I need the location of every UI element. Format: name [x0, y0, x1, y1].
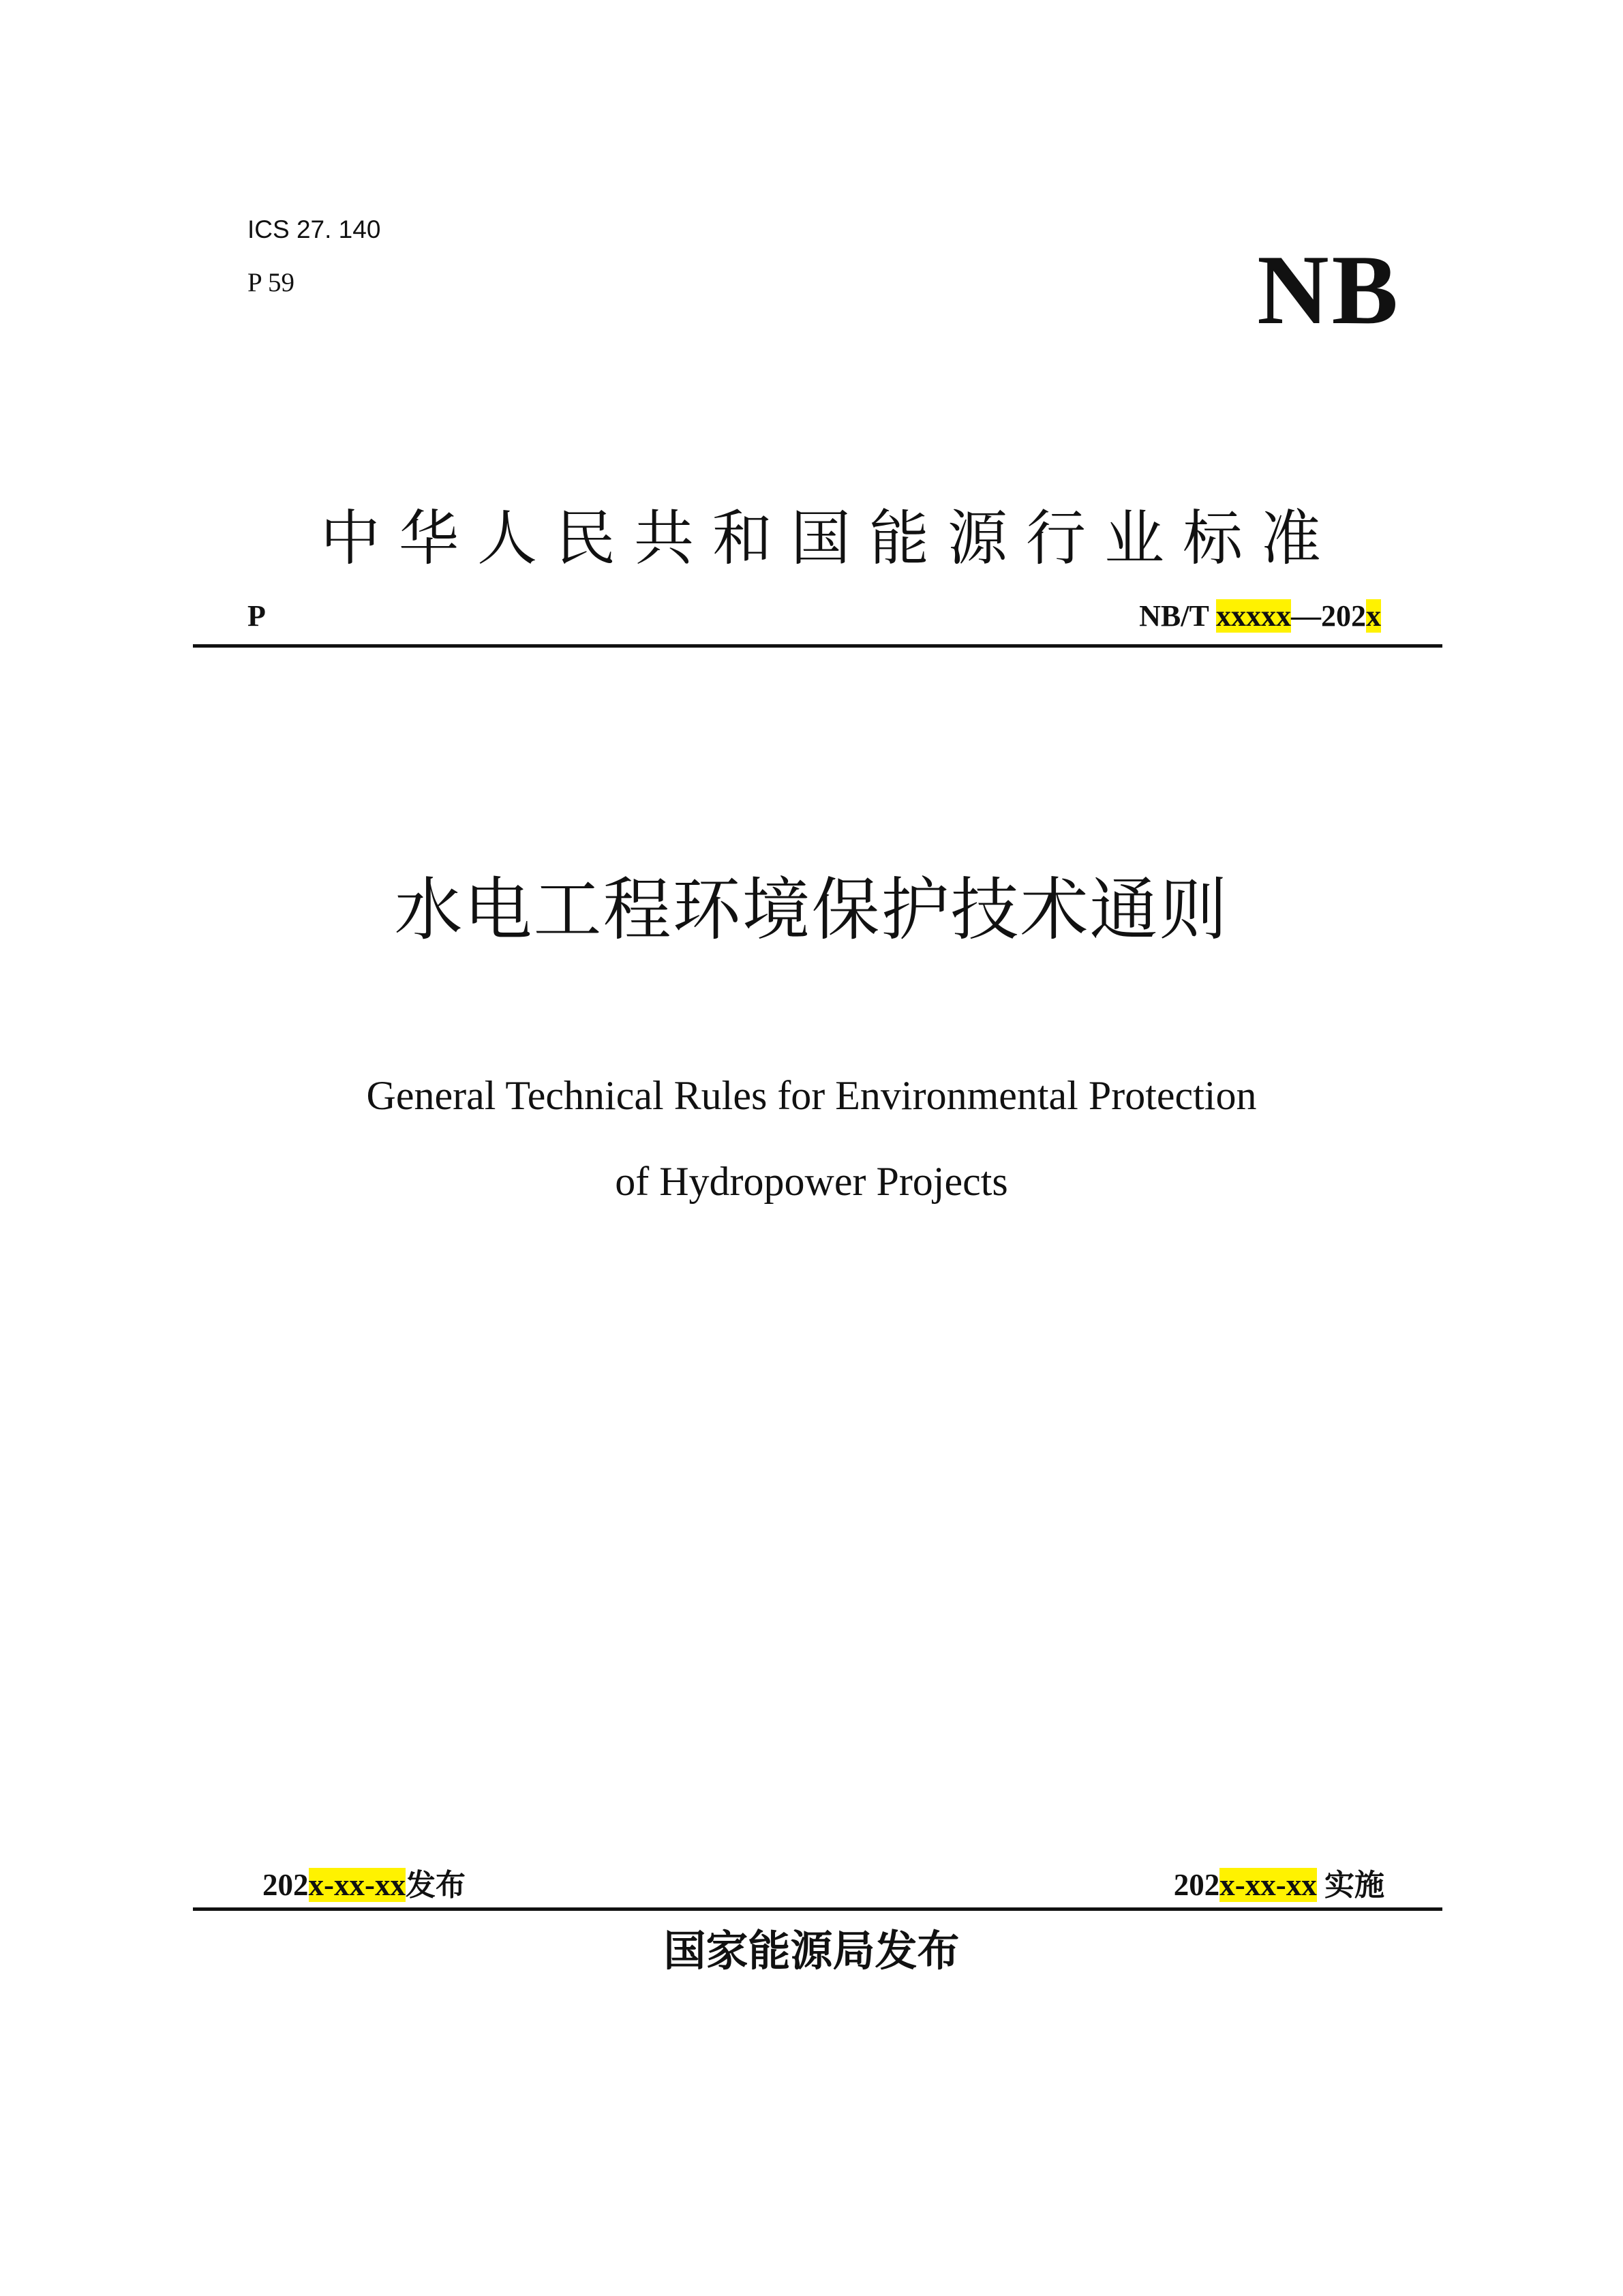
standard-number-year: —202 [1291, 599, 1366, 633]
title-english-line-1: General Technical Rules for Environmental Protection [366, 1073, 1257, 1118]
title-english-line-2: of Hydropower Projects [615, 1159, 1008, 1204]
top-divider [193, 644, 1442, 648]
standard-number [1139, 597, 1381, 635]
nb-logo: NB [1257, 235, 1401, 345]
bottom-divider [193, 1907, 1442, 1911]
effective-date [1174, 1866, 1384, 1905]
standard-heading: 中华人民共和国能源行业标准 [320, 503, 1340, 573]
standard-number-year-suffix: x [1366, 599, 1381, 633]
publisher: 国家能源局发布 [663, 1926, 960, 1976]
effective-label: 实施 [1324, 1868, 1384, 1903]
classification-code: P 59 [247, 268, 294, 297]
issue-date-placeholder: x-xx-xx [308, 1868, 406, 1902]
effective-date-year: 202 [1173, 1868, 1220, 1902]
left-classification: P [247, 599, 266, 633]
standard-number-prefix: NB/T [1139, 599, 1216, 633]
effective-date-placeholder: x-xx-xx [1219, 1868, 1317, 1902]
issue-date-year: 202 [262, 1868, 309, 1902]
issue-label: 发布 [405, 1868, 466, 1903]
standard-number-placeholder: xxxxx [1216, 599, 1291, 633]
ics-code: ICS 27. 140 [247, 215, 381, 243]
title-chinese: 水电工程环境保护技术通则 [394, 870, 1229, 950]
issue-date [262, 1866, 466, 1905]
